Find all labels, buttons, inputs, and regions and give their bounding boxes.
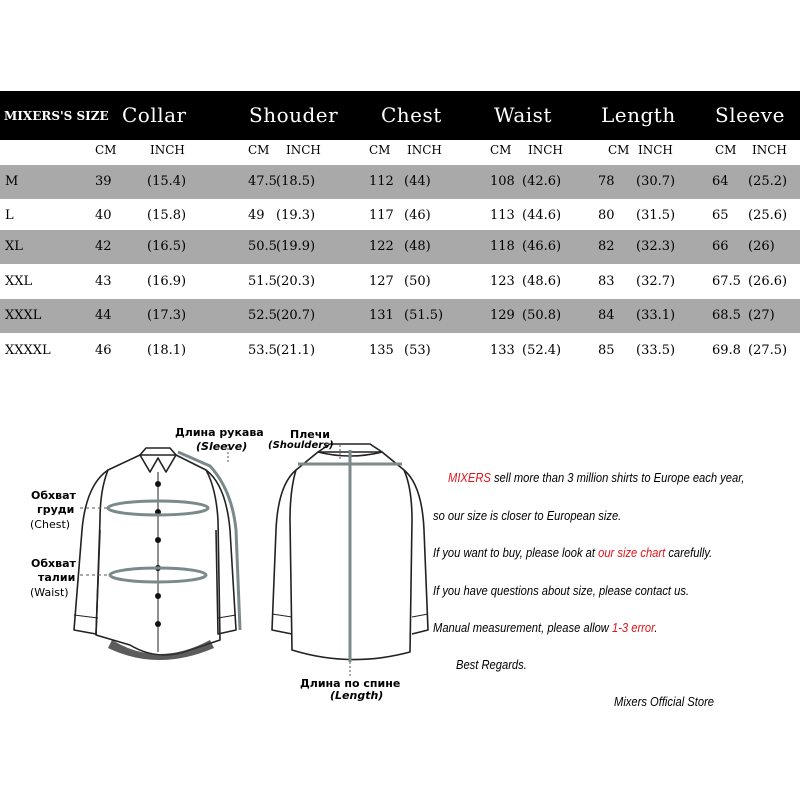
unit-cm: CM xyxy=(95,143,117,157)
note-line-3: If you want to buy, please look at our size chart carefully. xyxy=(433,545,713,560)
waist-label-ru-1: Обхват xyxy=(31,557,76,570)
length-inch-value: (32.3) xyxy=(636,239,676,254)
unit-inch: INCH xyxy=(407,143,442,157)
collar-cm-value: 39 xyxy=(95,174,112,189)
shoulder-cm-value: 51.5 xyxy=(248,274,277,289)
sleeve-inch-value: (25.2) xyxy=(748,174,788,189)
sleeve-inch-value: (26) xyxy=(748,239,775,254)
column-header-chest: Chest xyxy=(381,103,442,127)
sleeve-inch-value: (26.6) xyxy=(748,274,788,289)
length-inch-value: (33.1) xyxy=(636,308,676,323)
sleeve-cm-value: 65 xyxy=(712,208,729,223)
shoulder-cm-value: 53.5 xyxy=(248,343,277,358)
size-chart-highlight: our size chart xyxy=(598,545,666,560)
front-left-sleeve xyxy=(74,470,108,634)
unit-cm: CM xyxy=(715,143,737,157)
waist-inch-value: (42.6) xyxy=(522,174,562,189)
sleeve-inch-value: (25.6) xyxy=(748,208,788,223)
chest-inch-value: (48) xyxy=(404,239,431,254)
shoulder-cm-value: 50.5 xyxy=(248,239,277,254)
collar-inch-value: (16.9) xyxy=(147,274,187,289)
sleeve-cm-value: 69.8 xyxy=(712,343,741,358)
chest-cm-value: 127 xyxy=(369,274,394,289)
shoulder-inch-value: (19.3) xyxy=(276,208,316,223)
length-cm-value: 82 xyxy=(598,239,615,254)
length-inch-value: (31.5) xyxy=(636,208,676,223)
waist-cm-value: 129 xyxy=(490,308,515,323)
collar-inch-value: (17.3) xyxy=(147,308,187,323)
chest-label-en: (Chest) xyxy=(30,518,71,531)
waist-inch-value: (46.6) xyxy=(522,239,562,254)
table-row xyxy=(0,299,800,333)
shoulder-cm-value: 47.5 xyxy=(248,174,277,189)
table-row xyxy=(0,199,800,233)
column-header-length: Length xyxy=(601,103,676,127)
note-signature: Mixers Official Store xyxy=(614,694,715,709)
waist-cm-value: 108 xyxy=(490,174,515,189)
shoulder-cm-value: 49 xyxy=(248,208,265,223)
shoulders-label-en: (Shoulders) xyxy=(268,440,334,451)
collar-cm-value: 43 xyxy=(95,274,112,289)
sleeve-cm-value: 66 xyxy=(712,239,729,254)
table-row xyxy=(0,230,800,264)
waist-inch-value: (52.4) xyxy=(522,343,562,358)
table-header xyxy=(0,91,800,140)
sleeve-label-en: (Sleeve) xyxy=(196,440,248,453)
unit-inch: INCH xyxy=(150,143,185,157)
size-label: M xyxy=(5,174,19,189)
size-label: XXXXL xyxy=(5,343,51,358)
measurement-illustration xyxy=(0,400,430,720)
unit-cm: CM xyxy=(369,143,391,157)
length-label-ru: Длина по спине xyxy=(300,677,401,690)
column-header-shoulder: Shouder xyxy=(249,103,339,127)
chest-label-ru-1: Обхват xyxy=(31,489,76,502)
waist-cm-value: 123 xyxy=(490,274,515,289)
chest-cm-value: 135 xyxy=(369,343,394,358)
length-cm-value: 78 xyxy=(598,174,615,189)
table-row xyxy=(0,265,800,299)
shoulder-inch-value: (21.1) xyxy=(276,343,316,358)
back-right-sleeve xyxy=(404,470,428,634)
size-label: XXL xyxy=(5,274,33,289)
sleeve-label-ru: Длина рукава xyxy=(175,426,264,439)
unit-cm: CM xyxy=(608,143,630,157)
unit-inch: INCH xyxy=(528,143,563,157)
waist-cm-value: 113 xyxy=(490,208,515,223)
chest-cm-value: 117 xyxy=(369,208,394,223)
shoulders-label-ru: Плечи xyxy=(290,428,330,441)
length-cm-value: 83 xyxy=(598,274,615,289)
shoulder-inch-value: (19.9) xyxy=(276,239,316,254)
front-collar xyxy=(140,448,176,472)
collar-cm-value: 40 xyxy=(95,208,112,223)
table-row xyxy=(0,334,800,368)
brand-name: MIXERS xyxy=(448,470,491,485)
back-left-sleeve xyxy=(272,470,296,634)
length-inch-value: (32.7) xyxy=(636,274,676,289)
error-highlight: 1-3 error xyxy=(611,620,655,635)
chest-inch-value: (50) xyxy=(404,274,431,289)
sleeve-cm-value: 64 xyxy=(712,174,729,189)
chest-cm-value: 131 xyxy=(369,308,394,323)
waist-cm-value: 118 xyxy=(490,239,515,254)
unit-cm: CM xyxy=(490,143,512,157)
column-header-waist: Waist xyxy=(494,103,552,127)
chest-inch-value: (51.5) xyxy=(404,308,444,323)
waist-cm-value: 133 xyxy=(490,343,515,358)
chest-inch-value: (53) xyxy=(404,343,431,358)
shoulder-inch-value: (20.7) xyxy=(276,308,316,323)
unit-inch: INCH xyxy=(638,143,673,157)
unit-cm: CM xyxy=(248,143,270,157)
length-inch-value: (30.7) xyxy=(636,174,676,189)
shoulder-inch-value: (20.3) xyxy=(276,274,316,289)
chest-label-ru-2: груди xyxy=(37,503,75,516)
collar-inch-value: (16.5) xyxy=(147,239,187,254)
size-label: XL xyxy=(5,239,23,254)
waist-label-en: (Waist) xyxy=(30,586,69,599)
table-row xyxy=(0,165,800,199)
size-label: XXXL xyxy=(5,308,42,323)
collar-cm-value: 42 xyxy=(95,239,112,254)
chest-cm-value: 112 xyxy=(369,174,394,189)
waist-label-ru-2: талии xyxy=(38,571,76,584)
unit-inch: INCH xyxy=(752,143,787,157)
length-inch-value: (33.5) xyxy=(636,343,676,358)
unit-inch: INCH xyxy=(286,143,321,157)
waist-inch-value: (48.6) xyxy=(522,274,562,289)
collar-inch-value: (18.1) xyxy=(147,343,187,358)
collar-inch-value: (15.4) xyxy=(147,174,187,189)
collar-cm-value: 46 xyxy=(95,343,112,358)
length-cm-value: 80 xyxy=(598,208,615,223)
sleeve-inch-value: (27.5) xyxy=(748,343,788,358)
shoulder-cm-value: 52.5 xyxy=(248,308,277,323)
column-header-collar: Collar xyxy=(122,103,187,127)
waist-inch-value: (44.6) xyxy=(522,208,562,223)
shoulder-inch-value: (18.5) xyxy=(276,174,316,189)
collar-cm-value: 44 xyxy=(95,308,112,323)
chest-cm-value: 122 xyxy=(369,239,394,254)
waist-inch-value: (50.8) xyxy=(522,308,562,323)
note-line-5: Manual measurement, please allow 1-3 error. xyxy=(433,620,658,635)
note-line-2: so our size is closer to European size. xyxy=(433,508,622,523)
length-cm-value: 84 xyxy=(598,308,615,323)
sleeve-inch-value: (27) xyxy=(748,308,775,323)
sleeve-cm-value: 67.5 xyxy=(712,274,741,289)
front-right-sleeve xyxy=(206,470,236,634)
size-label: L xyxy=(5,208,14,223)
brand-size-header: MIXERS'S SIZE xyxy=(4,109,109,123)
note-regards: Best Regards. xyxy=(456,657,527,672)
note-line-1: MIXERS sell more than 3 million shirts to Europe each year, xyxy=(448,470,745,485)
column-header-sleeve: Sleeve xyxy=(715,103,785,127)
collar-inch-value: (15.8) xyxy=(147,208,187,223)
chest-inch-value: (46) xyxy=(404,208,431,223)
length-label-en: (Length) xyxy=(330,689,384,702)
chest-inch-value: (44) xyxy=(404,174,431,189)
sleeve-cm-value: 68.5 xyxy=(712,308,741,323)
note-line-4: If you have questions about size, please contact us. xyxy=(433,583,690,598)
length-cm-value: 85 xyxy=(598,343,615,358)
